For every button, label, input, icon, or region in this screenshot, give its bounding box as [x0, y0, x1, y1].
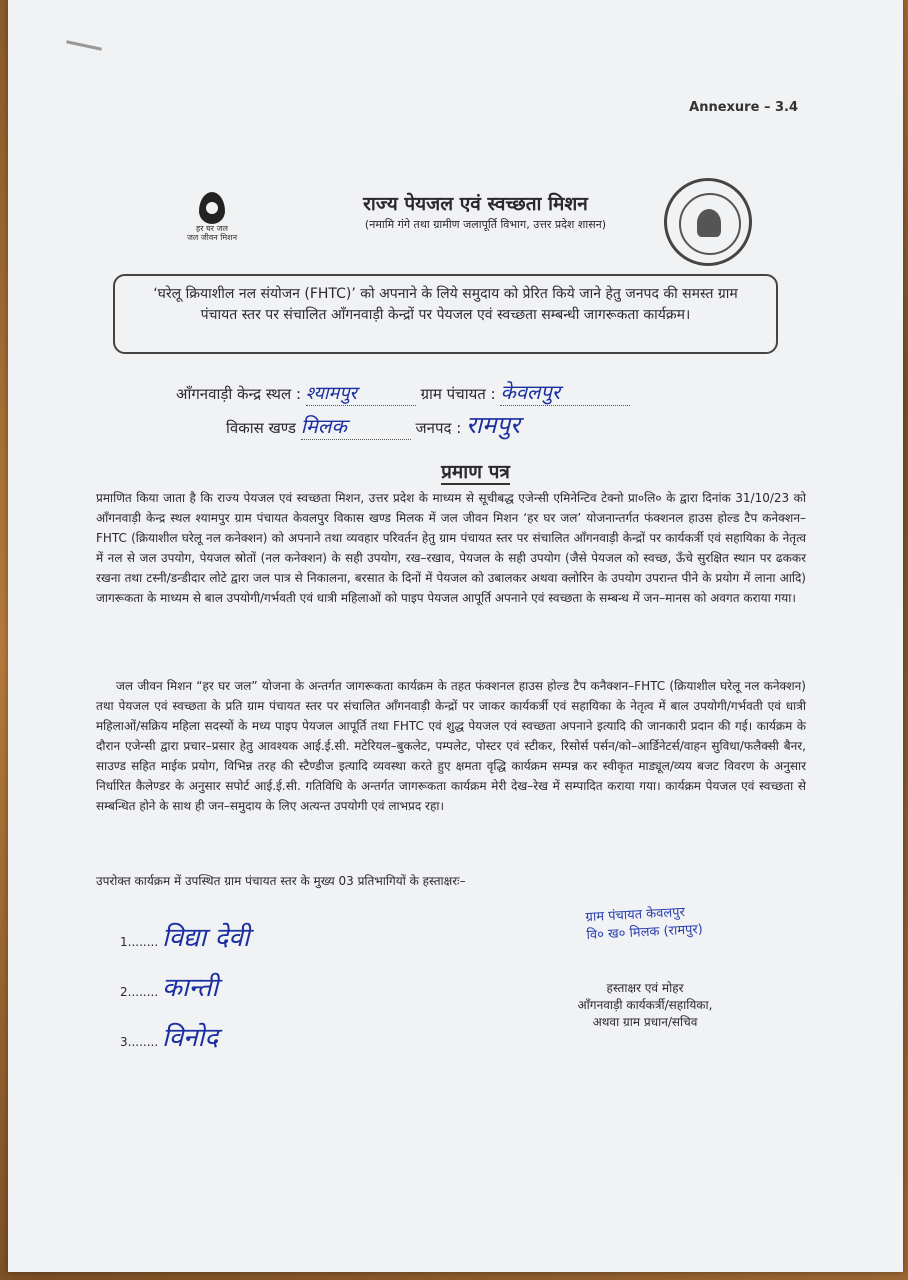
centre-label: आँगनवाड़ी केन्द्र स्थल :: [176, 385, 302, 403]
signatory-line-3: अथवा ग्राम प्रधान/सचिव: [592, 1015, 698, 1029]
annexure-label: Annexure – 3.4: [689, 100, 798, 115]
page-title: राज्य पेयजल एवं स्वच्छता मिशन: [363, 193, 588, 215]
programme-title-box: ‘घरेलू क्रियाशील नल संयोजन (FHTC)’ को अपनाने के लिये समुदाय को प्रेरित किये जाने हेतु जनपद की समस्त ग्राम पंचायत स्तर पर संचालित आँगनवाड़ी केन्द्रों पर पेयजल एवं स्वच्छता सम्बन्धी जागरूकता कार्यक्रम।: [113, 274, 778, 354]
participant-signature-2: 2........ कान्ती: [120, 973, 219, 1003]
centre-row: [176, 378, 630, 406]
staple-mark: [66, 40, 102, 50]
signatory-line-1: हस्ताक्षर एवं मोहर: [606, 981, 684, 995]
logo-caption-2: जल जीवन मिशन: [186, 233, 238, 242]
signatory-block: [550, 980, 740, 1031]
panchayat-label: ग्राम पंचायत :: [420, 385, 496, 403]
district-label: जनपद :: [415, 419, 462, 437]
panchayat-value: केवलपुर: [500, 378, 630, 406]
certificate-paragraph-2: जल जीवन मिशन “हर घर जल” योजना के अन्तर्गत जागरूकता कार्यक्रम के तहत फंक्शनल हाउस होल्ड टैप कनैक्शन–FHTC (क्रियाशील घरेलू नल कनेक्शन) तथा पेयजल एवं स्वच्छता के प्रति ग्राम पंचायत स्तर पर संचालित आँगनवाड़ी केन्द्रों पर जाकर कार्यकर्त्री एवं सहायिका के नेतृत्व में बाल उपयोगी/गर्भवती एवं धात्री महिलाओं/सक्रिय महिला सदस्यों के मध्य पाइप पेयजल आपूर्ति तथा FHTC एवं शुद्ध पेयजल एवं स्वच्छता अपनाने इत्यादि की जानकारी प्रदान की गई। कार्यक्रम के दौरान एजेन्सी द्वारा प्रचार–प्रसार हेतु आवश्यक आई.ई.सी. मटेरियल–बुकलेट, पम्पलेट, पोस्टर एवं स्टीकर, रिसोर्स पर्सन/को–आर्डिनेटर्स/वाहन सुविधा/फलैक्सी बैनर, साउण्ड सहित माईक प्रयोग, विभिन्न तरह की स्टैण्डीज इत्यादि व्यवस्था करते हुए क्षमता वृद्धि कार्यक्रम सम्पन्न कर स्वीकृत माड्यूल/व्यय बजट विवरण के अनुसार निर्धारित कैलेण्डर के अनुसार सपोर्ट आई.ई.सी. गतिविधि के अन्तर्गत जागरूकता कार्यक्रम मेरी देख–रेख में सम्पादित कराया गया। कार्यक्रम पेयजल एवं स्वच्छता से सम्बन्धित होने के साथ ही जन–समुदाय के लिए अत्यन्त उपयोगी एवं लाभप्रद रहा।: [96, 679, 806, 813]
block-value: मिलक: [301, 412, 411, 440]
certificate-paragraph-1: प्रमाणित किया जाता है कि राज्य पेयजल एवं स्वच्छता मिशन, उत्तर प्रदेश के माध्यम से सूचीबद्ध एजेन्सी एमिनेन्टिव टेक्नो प्रा०लि० के द्वारा दिनांक 31/10/23 को आँगनवाड़ी केन्द्र स्थल श्यामपुर ग्राम पंचायत केवलपुर विकास खण्ड मिलक में जल जीवन मिशन ‘हर घर जल’ योजनान्तर्गत फंक्शनल हाउस होल्ड टैप कनेक्शन–FHTC (क्रियाशील घरेलू नल कनेक्शन) को अपनाने तथा व्यवहार परिवर्तन हेतु ग्राम पंचायत स्तर पर संचालित आँगनवाड़ी केन्द्रों पर कार्यकर्त्री एवं सहायिका के नेतृत्व में नल से जल उपयोग, पेयजल स्रोतों (नल कनेक्शन) के सही उपयोग, रख–रखाव, पेयजल के सही उपयोग (जैसे पेयजल को स्वच्छ, ऊँचे सुरक्षित स्थान पर ढककर रखना तथा टस्नी/डन्डीदार लोटे द्वारा जल पात्र से निकालना, बरसात के दिनों में पेयजल को उबालकर अथवा क्लोरिन के उपयोग उपरान्त पीने के प्रयोग में लाना आदि) जागरूकता के माध्यम से बाल उपयोगी/गर्भवती एवं धात्री महिलाओं को पाइप पेयजल आपूर्ति अपनाने एवं स्वच्छता के सम्बन्ध में जन–मानस को अवगत कराया गया।: [96, 491, 806, 605]
certificate-heading: प्रमाण पत्र: [441, 461, 510, 483]
district-value: रामपुर: [466, 411, 520, 439]
logo-caption-1: हर घर जल: [196, 224, 228, 233]
block-label: विकास खण्ड: [226, 419, 296, 437]
signatory-line-2: आँगनवाड़ी कार्यकर्त्री/सहायिका,: [577, 998, 713, 1012]
block-row: [226, 408, 520, 441]
participants-intro: उपरोक्त कार्यक्रम में उपस्थित ग्राम पंचायत स्तर के मुख्य 03 प्रतिभागियों के हस्ताक्षरः–: [96, 874, 466, 888]
up-government-seal-icon: [664, 178, 752, 266]
participant-signature-1: 1........ विद्या देवी: [120, 923, 250, 953]
page-subtitle: (नमामि गंगे तथा ग्रामीण जलापूर्ति विभाग, उत्तर प्रदेश शासन): [364, 218, 607, 231]
participant-signature-3: 3........ विनोद: [120, 1023, 219, 1053]
centre-value: श्यामपुर: [306, 381, 416, 406]
certificate-page: [8, 0, 903, 1272]
panchayat-stamp: ग्राम पंचायत केवलपुर वि० ख० मिलक (रामपुर): [585, 905, 704, 944]
